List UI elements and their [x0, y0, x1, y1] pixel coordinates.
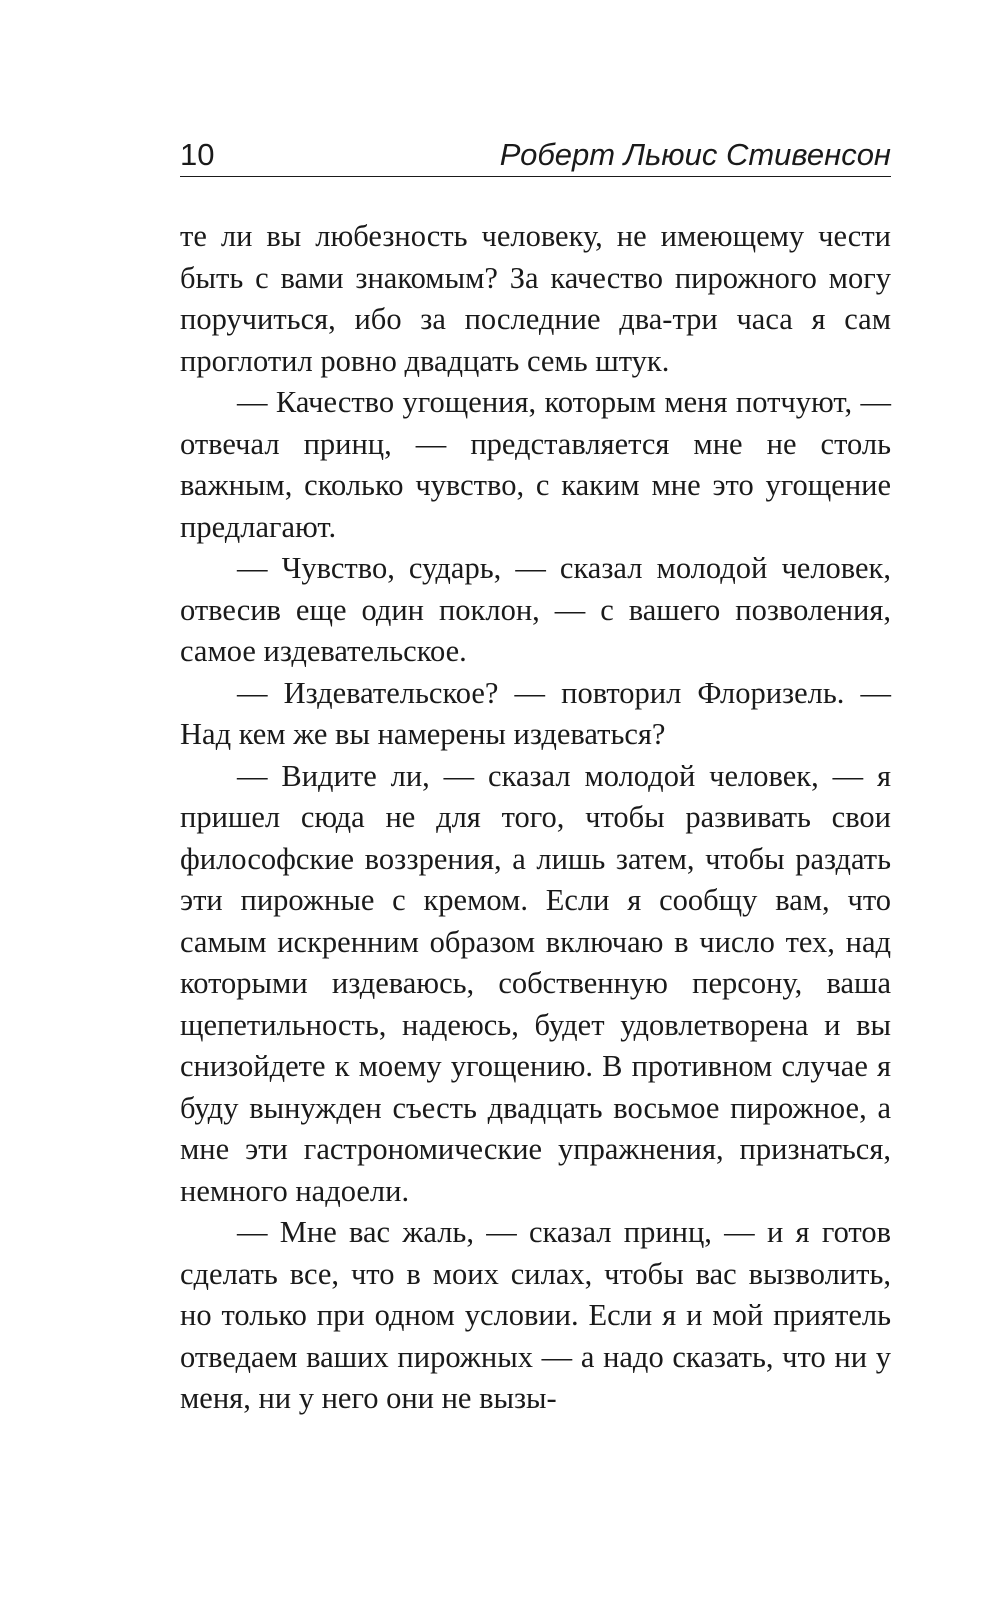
- paragraph: — Мне вас жаль, — сказал принц, — и я готов сделать все, что в моих силах, чтобы вас вызволить, но только при одном условии. Если я и мой приятель отведаем ваших пирожных — а надо сказать, что ни у меня, ни у него они не вызы-: [180, 1215, 891, 1415]
- page-header: [180, 128, 891, 177]
- body-text: [180, 216, 891, 1420]
- paragraph: те ли вы любезность человеку, не имеющему чести быть с вами знакомым? За качество пирожного могу поручиться, ибо за последние два-три часа я сам проглотил ровно двадцать семь штук.: [180, 219, 891, 378]
- paragraph: — Качество угощения, которым меня потчуют, — отвечал принц, — представляется мне не столь важным, сколько чувство, с каким мне это угощение предлагают.: [180, 385, 891, 544]
- page-number: 10: [180, 137, 215, 172]
- paragraph: — Чувство, сударь, — сказал молодой человек, отвесив еще один поклон, — с вашего позволения, самое издевательское.: [180, 551, 891, 668]
- paragraph: — Видите ли, — сказал молодой человек, — я пришел сюда не для того, чтобы развивать свои философские воззрения, а лишь затем, чтобы раздать эти пирожные с кремом. Если я сообщу вам, что самым искренним образом включаю в число тех, над которыми издеваюсь, собственную персону, ваша щепетильность, надеюсь, будет удовлетворена и вы снизойдете к моему угощению. В противном случае я буду вынужден съесть двадцать восьмое пирожное, а мне эти гастрономические упражнения, признаться, немного надоели.: [180, 758, 891, 1208]
- paragraph: — Издевательское? — повторил Флоризель. — Над кем же вы намерены издеваться?: [180, 675, 891, 751]
- running-head-author: Роберт Льюис Стивенсон: [499, 137, 891, 172]
